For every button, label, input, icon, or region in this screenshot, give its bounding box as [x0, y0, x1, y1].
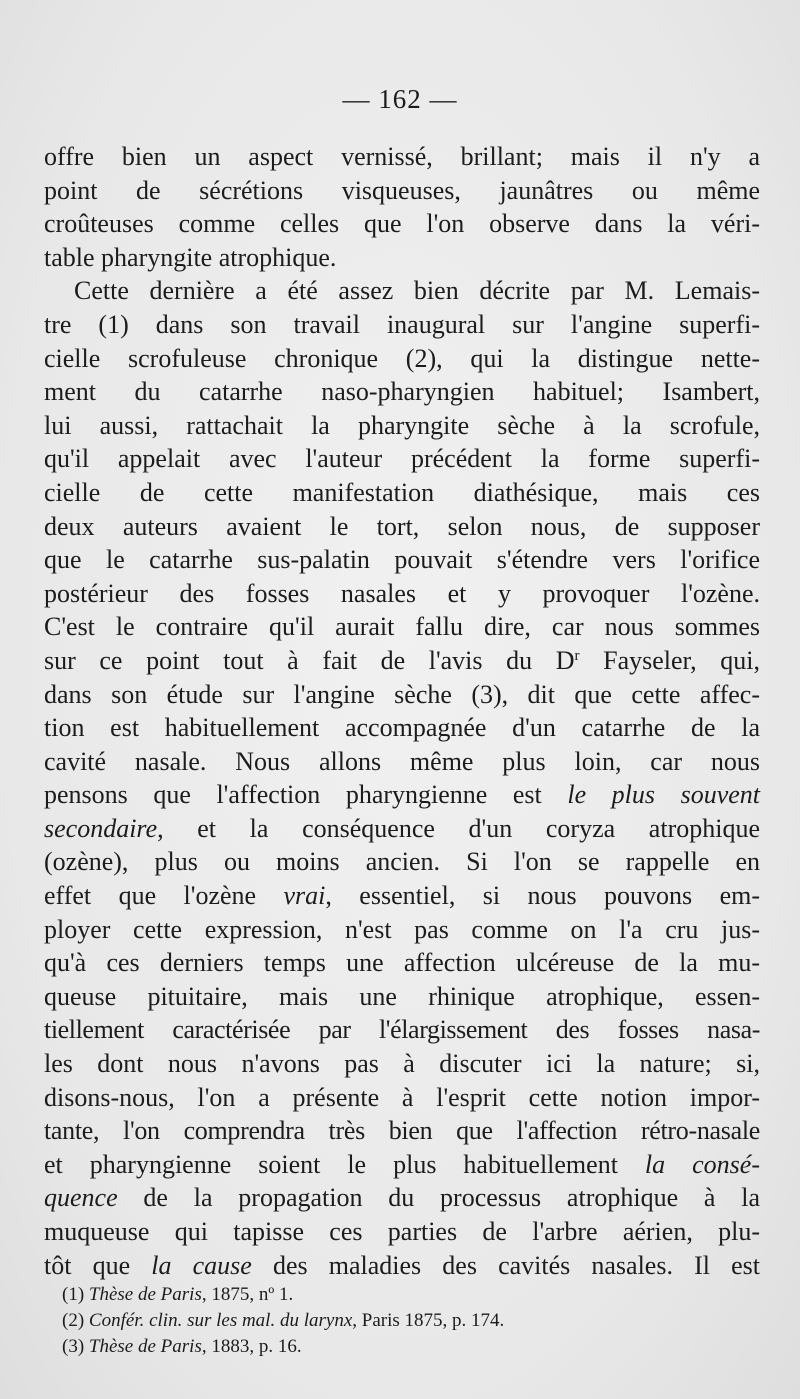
text-line: cielle de cette manifestation diathésique, mais ces	[44, 477, 760, 507]
text-line: deux auteurs avaient le tort, selon nous, de supposer	[44, 511, 760, 541]
text-line: sur ce point tout à fait de l'avis du $D^r$ Fayseler, qui,	[44, 645, 760, 675]
text-line: tôt que la cause des maladies des cavités nasales. Il est	[44, 1250, 760, 1280]
page-number: — 162 —	[342, 84, 458, 114]
text-line: lui aussi, rattachait la pharyngite sèche à la scrofule,	[44, 410, 760, 440]
text-line: point de sécrétions visqueuses, jaunâtres ou même	[44, 175, 760, 205]
text-line: cavité nasale. Nous allons même plus loin, car nous	[44, 746, 760, 776]
text-line: ployer cette expression, n'est pas comme on l'a cru jus-	[44, 914, 760, 944]
italic-phrase: vrai	[283, 881, 326, 911]
text-line: (ozène), plus ou moins ancien. Si l'on se rappelle en	[44, 847, 760, 877]
italic-phrase: secondaire	[44, 813, 158, 843]
text-line: queuse pituitaire, mais une rhinique atrophique, essen-	[44, 981, 760, 1011]
text-line: qu'à ces derniers temps une affection ulcéreuse de la mu-	[44, 948, 760, 978]
text-line: C'est le contraire qu'il aurait fallu dire, car nous sommes	[44, 612, 760, 642]
text-line: quence de la propagation du processus atrophique à la	[44, 1183, 760, 1213]
main-text	[44, 140, 760, 1282]
text-line: muqueuse qui tapisse ces parties de l'arbre aérien, plu-	[44, 1217, 760, 1246]
text-line: et pharyngienne soient le plus habituellement la consé-	[44, 1149, 760, 1179]
text-line: pensons que l'affection pharyngienne est le plus souvent	[44, 780, 760, 810]
superscript: r	[574, 647, 580, 664]
text-line: tion est habituellement accompagnée d'un catarrhe de la	[44, 713, 760, 743]
text-line: ment du catarrhe naso-pharyngien habituel; Isambert,	[44, 377, 760, 407]
text-line: tante, l'on comprendra très bien que l'affection rétro-nasale	[44, 1116, 760, 1146]
footnotes	[62, 1282, 762, 1360]
text-line: secondaire, et la conséquence d'un coryza atrophique	[44, 813, 760, 843]
text-line: croûteuses comme celles que l'on observe dans la véri-	[44, 209, 760, 239]
footnote: (1) Thèse de Paris, 1875, nº 1.	[62, 1284, 294, 1305]
italic-phrase: la cause	[151, 1250, 252, 1280]
footnote: (2) Confér. clin. sur les mal. du larynx, Paris 1875, p. 174.	[62, 1310, 505, 1331]
text-line: cielle scrofuleuse chronique (2), qui la distingue nette-	[44, 343, 760, 373]
text-line: postérieur des fosses nasales et y provoquer l'ozène.	[44, 578, 760, 608]
text-line: effet que l'ozène vrai, essentiel, si nous pouvons em-	[44, 881, 761, 911]
italic-phrase: quence	[44, 1183, 118, 1213]
italic-phrase: le plus souvent	[567, 780, 760, 810]
text-line: disons-nous, l'on a présente à l'esprit cette notion impor-	[44, 1082, 760, 1112]
text-line: tiellement caractérisée par l'élargissement des fosses nasa-	[44, 1015, 760, 1045]
text-line: qu'il appelait avec l'auteur précédent la forme superfi-	[44, 444, 760, 474]
text-line: Cette dernière a été assez bien décrite par M. Lemais-	[74, 276, 760, 306]
text-line: les dont nous n'avons pas à discuter ici la nature; si,	[44, 1049, 760, 1079]
text-line: tre (1) dans son travail inaugural sur l'angine superfi-	[44, 309, 760, 339]
text-line: table pharyngite atrophique.	[44, 242, 337, 272]
footnote: (3) Thèse de Paris, 1883, p. 16.	[62, 1336, 302, 1357]
text-line: dans son étude sur l'angine sèche (3), dit que cette affec-	[44, 679, 760, 709]
italic-phrase: la consé-	[644, 1149, 760, 1179]
text-line: que le catarrhe sus-palatin pouvait s'étendre vers l'orifice	[44, 545, 760, 575]
text-line: offre bien un aspect vernissé, brillant; mais il n'y a	[44, 142, 760, 171]
